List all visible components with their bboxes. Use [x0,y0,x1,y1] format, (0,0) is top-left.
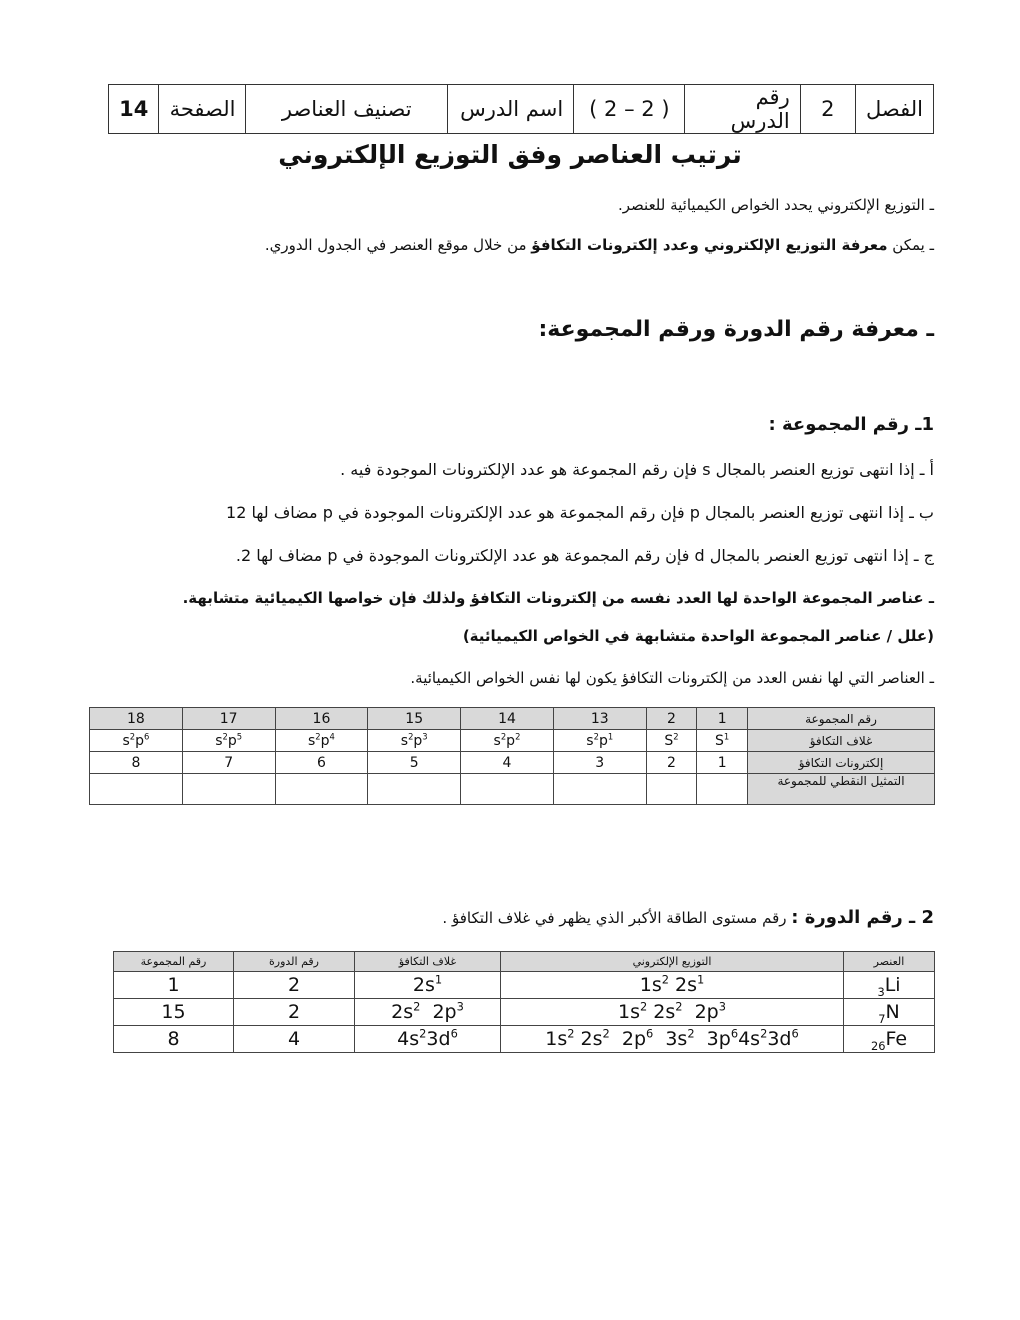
group-cell: 13 [553,708,646,730]
group-cell: 2 [646,708,697,730]
group-rule-a: أ ـ إذا انتهى توزيع العنصر بالمجال s فإن رقم المجموعة هو عدد الإلكترونات الموجودة فيه . [340,460,934,479]
group-cell: 15 [368,708,461,730]
period-heading: 2 ـ رقم الدورة : [791,907,934,928]
intro-line-2-bold: معرفة التوزيع الإلكتروني وعدد إلكترونات التكافؤ [531,236,888,254]
element-table-header-cell: العنصر [844,952,935,972]
shell-cell: $S^1$ [697,730,748,752]
element-symbol: $_{26}$Fe [844,1026,935,1053]
dot-cell[interactable] [461,774,554,805]
page-title: ترتيب العناصر وفق التوزيع الإلكتروني [278,140,742,169]
valence-cell: 2 [646,752,697,774]
group-row [90,708,935,730]
shell-cell: $s^2p^6$ [90,730,183,752]
group-rule-b: ب ـ إذا انتهى توزيع العنصر بالمجال p فإن رقم المجموعة هو عدد الإلكترونات الموجودة في p مضاف لها 12 [226,503,934,522]
period-line [442,907,934,928]
lesson-name-value: تصنيف العناصر [246,85,447,134]
chapter-label: الفصل [855,85,933,134]
group-cell: 16 [275,708,368,730]
dot-row-label: التمثيل النقطي للمجموعة [748,774,935,805]
element-table [113,951,935,1053]
shell-row-label: غلاف التكافؤ [748,730,935,752]
chapter-value: 2 [800,85,855,134]
electron-config: $1s^2$ $2s^1$ [501,972,844,999]
group-number: 8 [114,1026,234,1053]
page-label: الصفحة [159,85,246,134]
group-number-heading: 1ـ رقم المجموعة : [768,414,934,435]
shell-cell: $S^2$ [646,730,697,752]
group-cell: 1 [697,708,748,730]
dot-cell[interactable] [275,774,368,805]
group-note: ـ عناصر المجموعة الواحدة لها العدد نفسه من إلكترونات التكافؤ ولذلك فإن خواصها الكيميائية متشابهة. [182,589,934,607]
valence-shell: $4s^23d^6$ [355,1026,501,1053]
valence-shell: $2s^2$ $2p^3$ [355,999,501,1026]
table-row [114,999,935,1026]
electron-config: $1s^2$ $2s^2$ $2p^6$ $3s^2$ $3p^64s^23d^6$ [501,1026,844,1053]
group-table [89,707,935,805]
valence-cell: 4 [461,752,554,774]
group-cell: 18 [90,708,183,730]
valence-cell: 6 [275,752,368,774]
shell-cell: $s^2p^5$ [182,730,275,752]
valence-cell: 7 [182,752,275,774]
group-rule-c: ج ـ إذا انتهى توزيع العنصر بالمجال d فإن رقم المجموعة هو عدد الإلكترونات الموجودة في p مضاف لها 2. [235,546,934,565]
lesson-number-label: رقم الدرس [685,85,800,134]
element-symbol: $_3$Li [844,972,935,999]
shell-row [90,730,935,752]
table-row [114,1026,935,1053]
dot-representation-row [90,774,935,805]
lesson-name-label: اسم الدرس [447,85,573,134]
shell-cell: $s^2p^3$ [368,730,461,752]
shell-cell: $s^2p^1$ [553,730,646,752]
element-table-header [114,952,935,972]
shell-cell: $s^2p^2$ [461,730,554,752]
valence-cell: 3 [553,752,646,774]
period-number: 4 [234,1026,355,1053]
intro-line-2: ـ يمكن معرفة التوزيع الإلكتروني وعدد إلكترونات التكافؤ من خلال موقع العنصر في الجدول الدوري. [264,236,934,254]
dot-cell[interactable] [646,774,697,805]
intro-line-1: ـ التوزيع الإلكتروني يحدد الخواص الكيميائية للعنصر. [617,196,934,214]
group-cell: 14 [461,708,554,730]
group-answer: ـ العناصر التي لها نفس العدد من إلكترونات التكافؤ يكون لها نفس الخواص الكيميائية. [410,669,934,687]
period-number: 2 [234,972,355,999]
dot-cell[interactable] [553,774,646,805]
period-definition: رقم مستوى الطاقة الأكبر الذي يظهر في غلاف التكافؤ . [442,909,792,927]
section-heading: ـ معرفة رقم الدورة ورقم المجموعة: [538,317,934,342]
valence-row [90,752,935,774]
valence-cell: 5 [368,752,461,774]
valence-shell: $2s^1$ [355,972,501,999]
element-table-header-cell: رقم الدورة [234,952,355,972]
group-number: 15 [114,999,234,1026]
dot-cell[interactable] [182,774,275,805]
shell-cell: $s^2p^4$ [275,730,368,752]
element-table-header-cell: غلاف التكافؤ [355,952,501,972]
group-row-label: رقم المجموعة [748,708,935,730]
electron-config: $1s^2$ $2s^2$ $2p^3$ [501,999,844,1026]
group-number: 1 [114,972,234,999]
valence-row-label: إلكترونات التكافؤ [748,752,935,774]
lesson-header-table [108,84,934,134]
element-symbol: $_7$N [844,999,935,1026]
table-row [114,972,935,999]
lesson-number-value: ( 2 – 2 ) [574,85,685,134]
period-number: 2 [234,999,355,1026]
page-number: 14 [109,85,159,134]
valence-cell: 8 [90,752,183,774]
dot-cell[interactable] [90,774,183,805]
dot-cell[interactable] [697,774,748,805]
element-table-header-cell: رقم المجموعة [114,952,234,972]
element-table-header-cell: التوزيع الإلكتروني [501,952,844,972]
group-question: (علل / عناصر المجموعة الواحدة متشابهة في الخواص الكيميائية) [462,627,934,645]
valence-cell: 1 [697,752,748,774]
dot-cell[interactable] [368,774,461,805]
group-cell: 17 [182,708,275,730]
